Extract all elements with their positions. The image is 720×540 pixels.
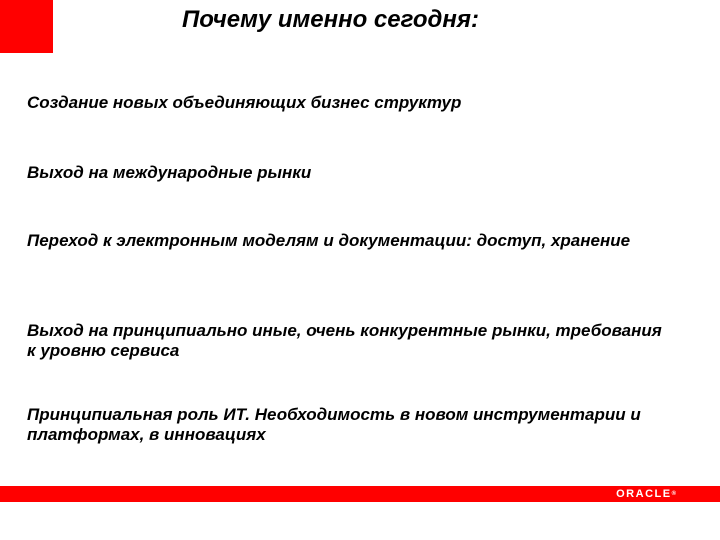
corner-accent-square [0, 0, 53, 53]
list-item: Выход на международные рынки [27, 163, 312, 182]
registered-mark: ® [671, 491, 676, 497]
footer-bar [0, 486, 720, 502]
list-item: Переход к электронным моделям и документации: доступ, хранение [27, 231, 631, 250]
list-item: Выход на принципиально иные, очень конкурентные рынки, требования к уровню сервиса [27, 321, 662, 360]
list-item: Принципиальная роль ИТ. Необходимость в новом инструментарии и платформах, в инновациях [27, 405, 641, 444]
list-item: Создание новых объединяющих бизнес структур [27, 93, 462, 112]
oracle-logo [616, 486, 676, 502]
slide-title: Почему именно сегодня: [182, 6, 479, 33]
oracle-logo-text: ORACLE [616, 488, 672, 500]
